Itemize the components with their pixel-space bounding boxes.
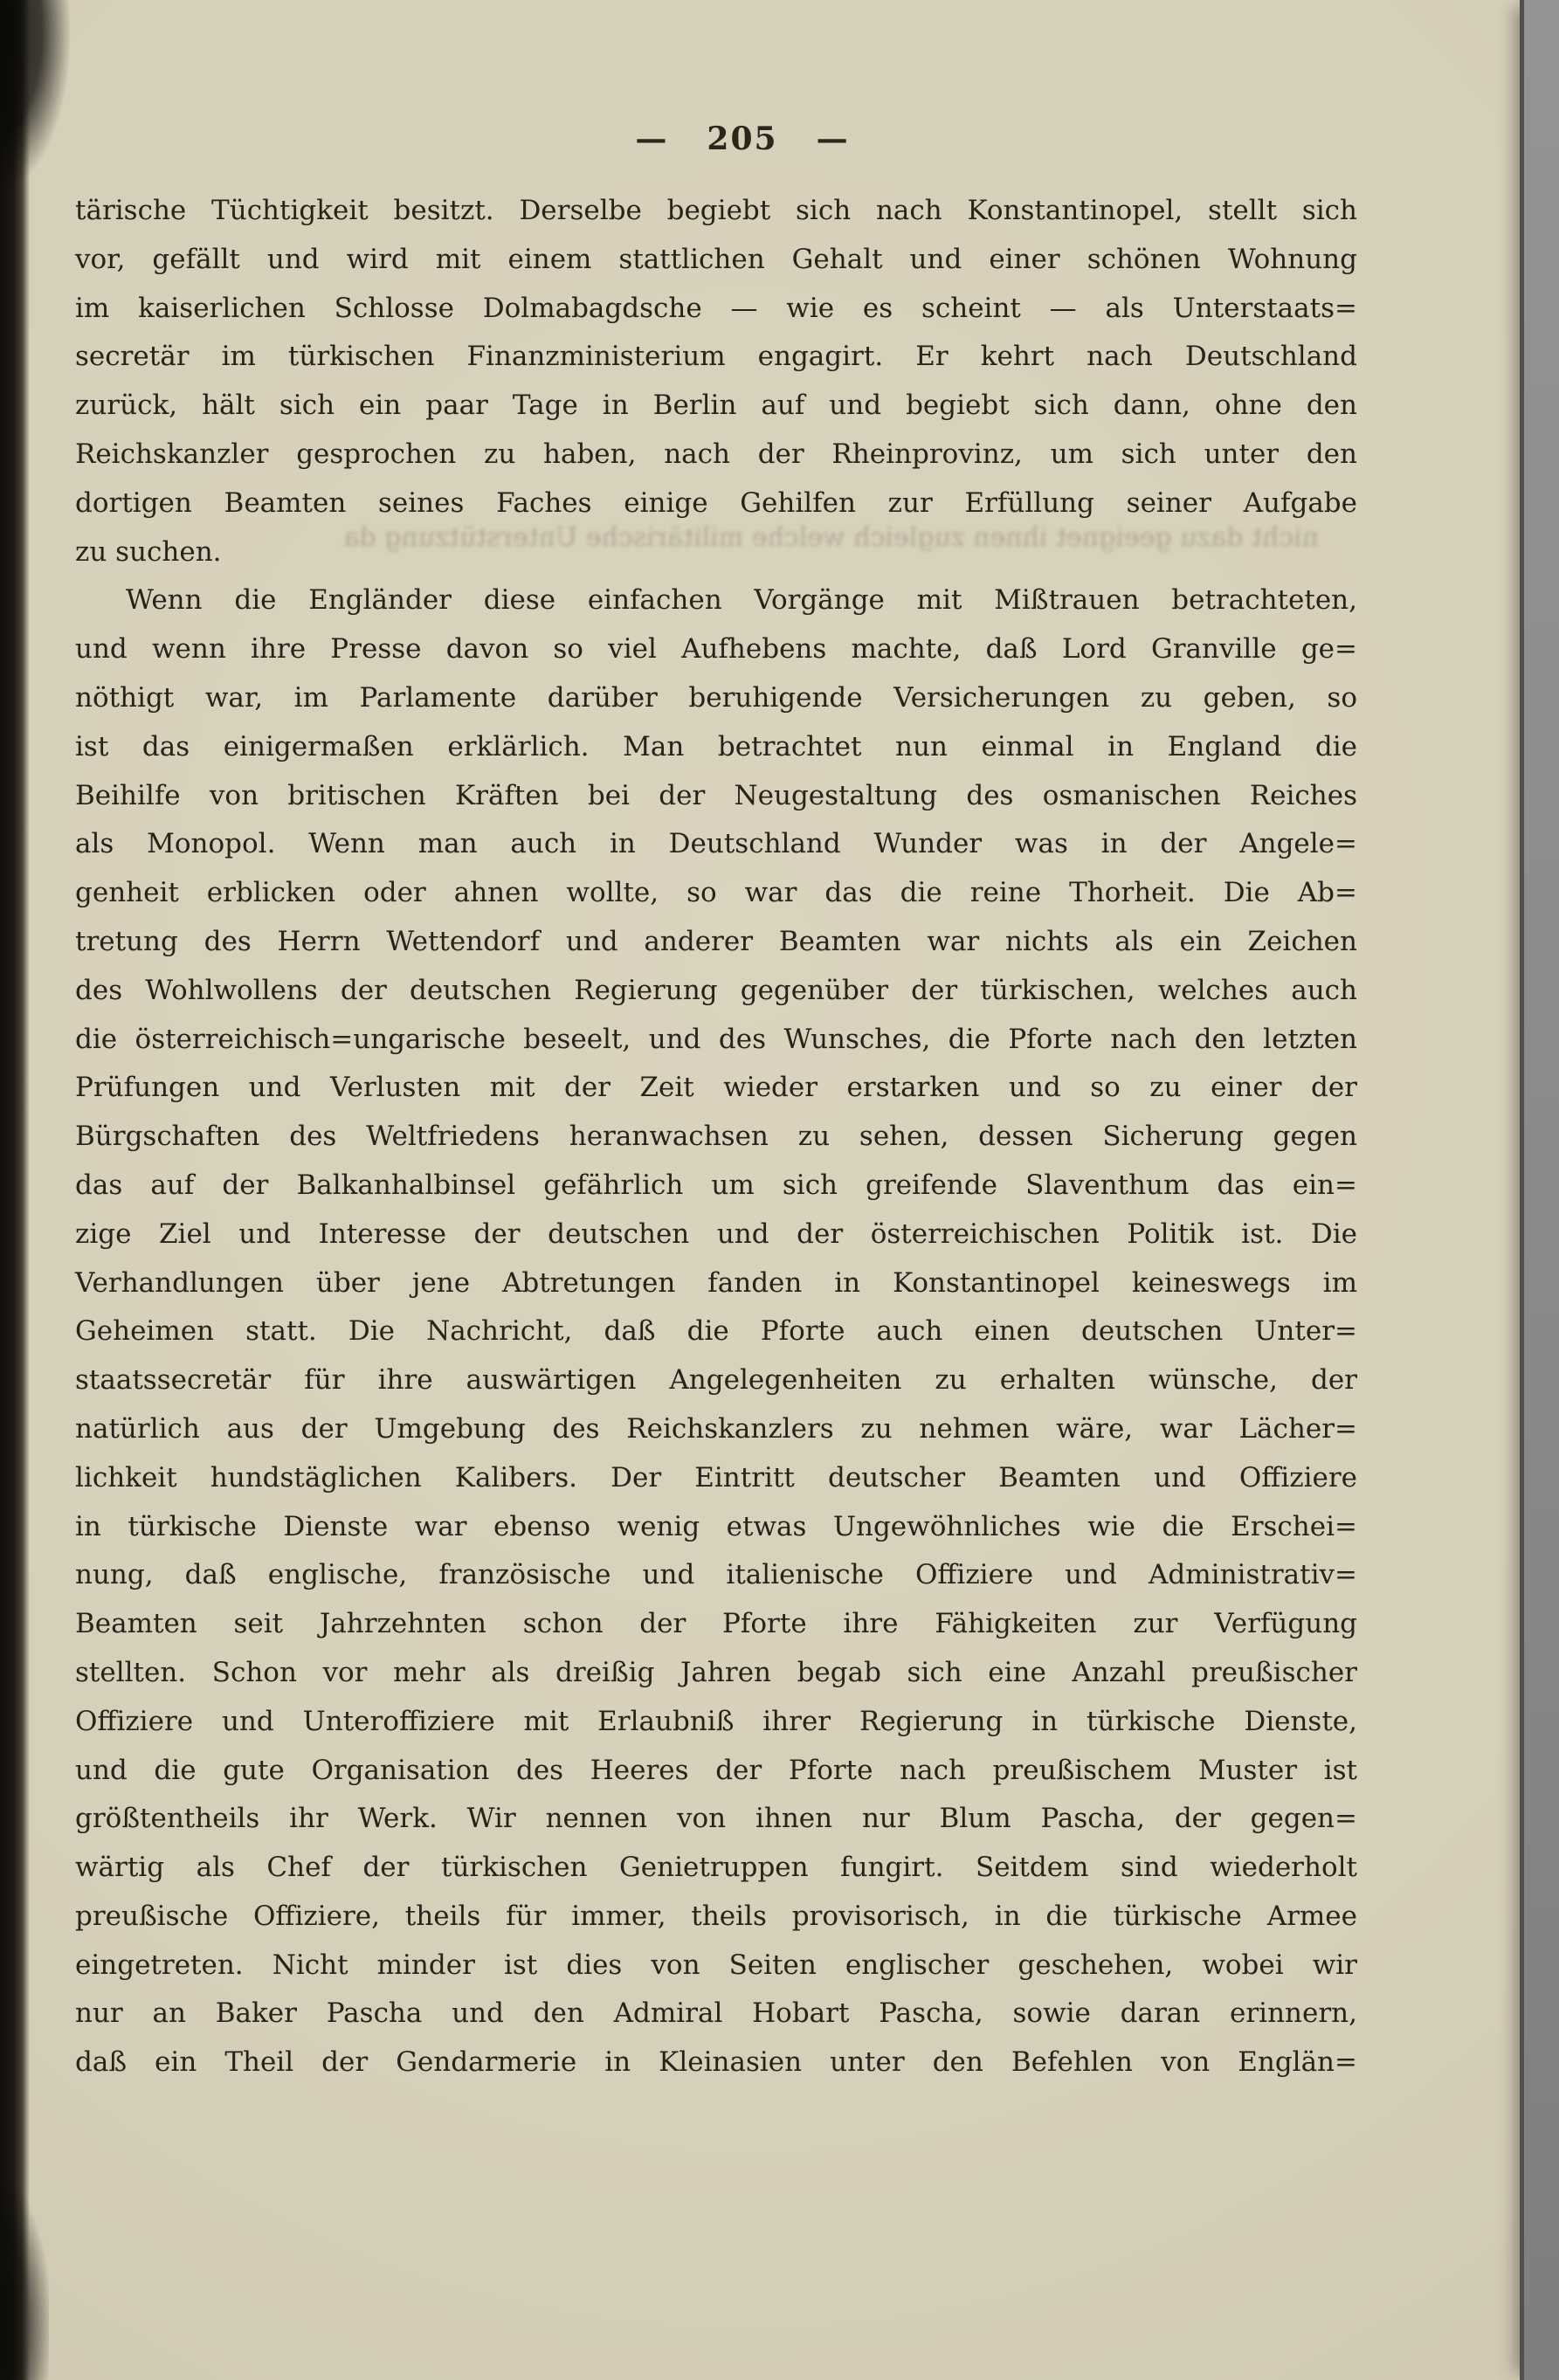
text-line: in türkische Dienste war ebenso wenig etwas Ungewöhnliches wie die Erschei= <box>75 1510 1357 1542</box>
text-line: zu suchen. <box>75 535 222 568</box>
text-line: Offiziere und Unteroffiziere mit Erlaubniß ihrer Regierung in türkische Dienste, <box>75 1705 1357 1737</box>
text-line: im kaiserlichen Schlosse Dolmabagdsche — wie es scheint — als Unterstaats= <box>75 292 1357 324</box>
text-line: das auf der Balkanhalbinsel gefährlich um sich greifende Slaventhum das ein= <box>75 1169 1357 1201</box>
text-line: daß ein Theil der Gendarmerie in Kleinasien unter den Befehlen von Englän= <box>75 2046 1357 2079</box>
page-number-dash-right: — <box>816 121 850 157</box>
text-line: Bürgschaften des Weltfriedens heranwachsen zu sehen, dessen Sicherung gegen <box>75 1121 1357 1153</box>
text-line: Beamten seit Jahrzehnten schon der Pforte ihre Fähigkeiten zur Verfügung <box>75 1608 1357 1640</box>
text-line: als Monopol. Wenn man auch in Deutschland Wunder was in der Angele= <box>75 828 1357 860</box>
scan-corner-shadow-top <box>0 0 70 192</box>
text-line: und die gute Organisation des Heeres der Pforte nach preußischem Muster ist <box>75 1754 1357 1786</box>
text-line: preußische Offiziere, theils für immer, theils provisorisch, in die türkische Armee <box>75 1900 1357 1932</box>
scan-gutter-edge-left <box>0 0 30 2380</box>
text-line: dortigen Beamten seines Faches einige Gehilfen zur Erfüllung seiner Aufgabe <box>75 486 1357 519</box>
text-line: nung, daß englische, französische und italienische Offiziere und Administrativ= <box>75 1559 1357 1591</box>
text-line: Prüfungen und Verlusten mit der Zeit wieder erstarken und so zu einer der <box>75 1072 1357 1104</box>
text-line: ist das einigermaßen erklärlich. Man betrachtet nun einmal in England die <box>75 730 1357 762</box>
text-line: tretung des Herrn Wettendorf und anderer Beamten war nichts als ein Zeichen <box>75 925 1357 957</box>
body-text <box>75 187 1357 2087</box>
text-line: natürlich aus der Umgebung des Reichskanzlers zu nehmen wäre, war Lächer= <box>75 1412 1357 1445</box>
text-line: Geheimen statt. Die Nachricht, daß die Pforte auch einen deutschen Unter= <box>75 1315 1357 1348</box>
text-line: tärische Tüchtigkeit besitzt. Derselbe begiebt sich nach Konstantinopel, stellt sich <box>75 195 1357 226</box>
page-number-dash-left: — <box>635 121 669 157</box>
text-line: secretär im türkischen Finanzministerium engagirt. Er kehrt nach Deutschland <box>75 341 1357 373</box>
text-line: nur an Baker Pascha und den Admiral Hobart Pascha, sowie daran erinnern, <box>75 1997 1357 2030</box>
text-line: Beihilfe von britischen Kräften bei der Neugestaltung des osmanischen Reiches <box>75 779 1357 811</box>
text-line: Verhandlungen über jene Abtretungen fanden in Konstantinopel keineswegs im <box>75 1266 1357 1299</box>
text-line: und wenn ihre Presse davon so viel Aufhebens machte, daß Lord Granville ge= <box>75 633 1357 666</box>
text-line: eingetreten. Nicht minder ist dies von Seiten englischer geschehen, wobei wir <box>75 1949 1357 1981</box>
text-line: wärtig als Chef der türkischen Genietruppen fungirt. Seitdem sind wiederholt <box>75 1852 1357 1884</box>
text-line: lichkeit hundstäglichen Kalibers. Der Eintritt deutscher Beamten und Offiziere <box>75 1461 1357 1494</box>
page-number <box>0 121 1485 157</box>
text-line: Wenn die Engländer diese einfachen Vorgänge mit Mißtrauen betrachteten, <box>126 584 1357 617</box>
text-line: nöthigt war, im Parlamente darüber beruhigende Versicherungen zu geben, so <box>75 681 1357 714</box>
text-line: genheit erblicken oder ahnen wollte, so war das die reine Thorheit. Die Ab= <box>75 877 1357 909</box>
scan-background-edge-right <box>1520 0 1559 2380</box>
text-line: zige Ziel und Interesse der deutschen und der österreichischen Politik ist. Die <box>75 1218 1357 1250</box>
text-line: zurück, hält sich ein paar Tage in Berlin auf und begiebt sich dann, ohne den <box>75 390 1357 422</box>
text-line: stellten. Schon vor mehr als dreißig Jahren begab sich eine Anzahl preußischer <box>75 1656 1357 1688</box>
text-line: staatssecretär für ihre auswärtigen Angelegenheiten zu erhalten wünsche, der <box>75 1364 1357 1397</box>
text-line: Reichskanzler gesprochen zu haben, nach der Rheinprovinz, um sich unter den <box>75 438 1357 470</box>
scan-corner-shadow-bottom <box>0 2170 49 2380</box>
page-number-value: 205 <box>707 121 778 157</box>
text-line: vor, gefällt und wird mit einem stattlichen Gehalt und einer schönen Wohnung <box>75 243 1357 275</box>
show-through-text: nicht dazu geeignet ihnen zugleich welche militärische Unterstützung da <box>343 522 1319 553</box>
text-line: des Wohlwollens der deutschen Regierung gegenüber der türkischen, welches auch <box>75 974 1357 1006</box>
text-line: größtentheils ihr Werk. Wir nennen von ihnen nur Blum Pascha, der gegen= <box>75 1803 1357 1835</box>
text-line: die österreichisch=ungarische beseelt, und des Wunsches, die Pforte nach den letzten <box>75 1023 1357 1055</box>
